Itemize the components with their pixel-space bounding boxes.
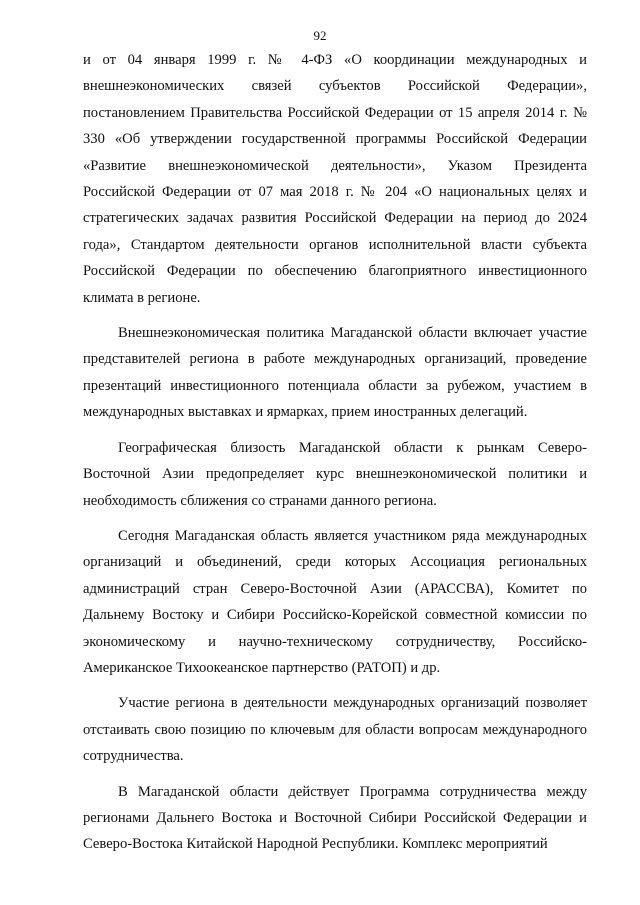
paragraph: Географическая близость Магаданской области к рынкам Северо-Восточной Азии предопределяет курс внешнеэкономической политики и необходимость сближения со странами данного региона.: [83, 439, 587, 509]
paragraph: Сегодня Магаданская область является участником ряда международных организаций и объединений, среди которых Ассоциация региональных администраций стран Северо-Восточной Азии (АРАССВА), Комитет по Дальнему Востоку и Сибири Российско-Корейской совместной комиссии по экономическому и научно-техническому сотрудничеству, Российско-Американское Тихоокеанское партнерство (РАТОП) и др.: [83, 527, 587, 676]
paragraph: В Магаданской области действует Программа сотрудничества между регионами Дальнего Востока и Восточной Сибири Российской Федерации и Северо-Востока Китайской Народной Республики. Комплекс мероприятий: [83, 783, 587, 853]
document-body: [83, 47, 587, 867]
page-number: 92: [313, 28, 327, 43]
paragraph: и от 04 января 1999 г. № 4-ФЗ «О координации международных и внешнеэкономических связей субъектов Российской Федерации», постановлением Правительства Российской Федерации от 15 апреля 2014 г. № 330 «Об утверждении государственной программы Российской Федерации «Развитие внешнеэкономической деятельности», Указом Президента Российской Федерации от 07 мая 2018 г. № 204 «О национальных целях и стратегических задачах развития Российской Федерации на период до 2024 года», Стандартом деятельности органов исполнительной власти субъекта Российской Федерации по обеспечению благоприятного инвестиционного климата в регионе.: [83, 52, 587, 306]
paragraph: Участие региона в деятельности международных организаций позволяет отстаивать свою позицию по ключевым для области вопросам международного сотрудничества.: [83, 695, 587, 765]
paragraph: Внешнеэкономическая политика Магаданской области включает участие представителей региона в работе международных организаций, проведение презентаций инвестиционного потенциала области за рубежом, участием в международных выставках и ярмарках, прием иностранных делегаций.: [83, 325, 587, 421]
